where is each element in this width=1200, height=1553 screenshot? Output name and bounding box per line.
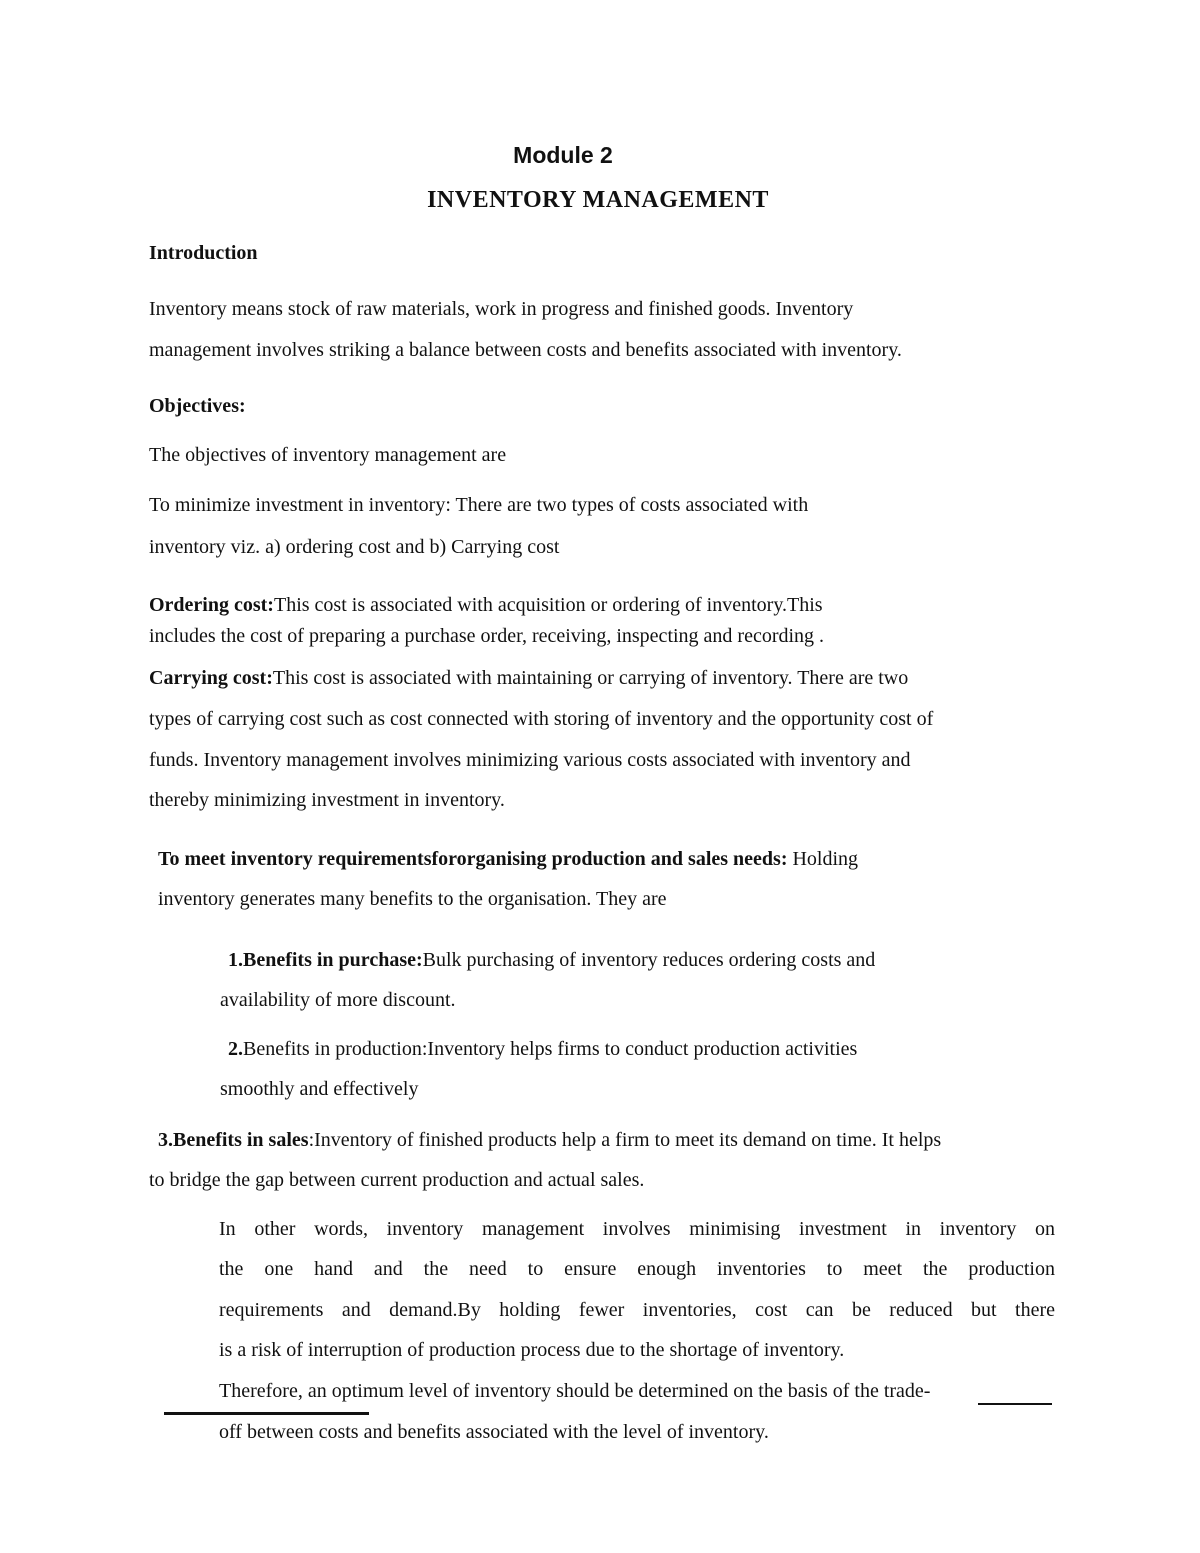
horizontal-rule-left bbox=[164, 1412, 369, 1415]
benefit-production-line-2: smoothly and effectively bbox=[220, 1078, 419, 1100]
requirements-label: To meet inventory requirementsfororganising production and sales needs: bbox=[158, 848, 788, 870]
carrying-cost-line-4: thereby minimizing investment in inventory. bbox=[149, 789, 505, 811]
benefit-purchase-line-2: availability of more discount. bbox=[220, 989, 456, 1011]
intro-line-2: management involves striking a balance between costs and benefits associated with inventory. bbox=[149, 339, 902, 361]
minimize-line-2: inventory viz. a) ordering cost and b) Carrying cost bbox=[149, 536, 560, 558]
benefit-production-text: Benefits in production:Inventory helps firms to conduct production activities bbox=[243, 1038, 858, 1060]
requirements-text: Holding bbox=[787, 848, 859, 870]
conclusion-line-3: requirements and demand.By holding fewer inventories, cost can be reduced but there bbox=[219, 1299, 1055, 1321]
carrying-cost-label: Carrying cost: bbox=[149, 667, 273, 689]
module-heading: Module 2 bbox=[513, 142, 613, 168]
benefit-production-number: 2. bbox=[228, 1038, 243, 1060]
benefit-sales-line-2: to bridge the gap between current production and actual sales. bbox=[149, 1169, 645, 1191]
requirements-line-2: inventory generates many benefits to the organisation. They are bbox=[158, 888, 667, 910]
requirements-line-1 bbox=[158, 846, 858, 872]
underline-trade bbox=[978, 1403, 1052, 1405]
conclusion-line-4: is a risk of interruption of production process due to the shortage of inventory. bbox=[219, 1339, 845, 1361]
minimize-line-1: To minimize investment in inventory: There are two types of costs associated with bbox=[149, 494, 809, 516]
conclusion-line-1: In other words, inventory management involves minimising investment in inventory on bbox=[219, 1218, 1055, 1240]
carrying-cost-line-2: types of carrying cost such as cost connected with storing of inventory and the opportunity cost of bbox=[149, 708, 934, 730]
conclusion-last: off between costs and benefits associated with the level of inventory. bbox=[219, 1421, 769, 1443]
benefit-purchase-label: 1.Benefits in purchase: bbox=[228, 949, 423, 971]
benefit-sales-text: :Inventory of finished products help a firm to meet its demand on time. It helps bbox=[308, 1129, 942, 1151]
introduction-heading: Introduction bbox=[149, 242, 258, 264]
intro-line-1: Inventory means stock of raw materials, work in progress and finished goods. Inventory bbox=[149, 298, 854, 320]
carrying-cost-line-1 bbox=[149, 665, 908, 691]
conclusion-therefore: Therefore, an optimum level of inventory should be determined on the basis of the trade- bbox=[219, 1380, 931, 1402]
benefit-sales-label: 3.Benefits in sales bbox=[158, 1129, 309, 1151]
ordering-cost-line-1 bbox=[149, 592, 823, 618]
benefit-purchase-text: Bulk purchasing of inventory reduces ordering costs and bbox=[422, 949, 876, 971]
carrying-cost-line-3: funds. Inventory management involves minimizing various costs associated with inventory and bbox=[149, 749, 911, 771]
benefit-purchase-line-1 bbox=[228, 947, 875, 973]
objectives-heading: Objectives: bbox=[149, 395, 246, 417]
ordering-cost-label: Ordering cost: bbox=[149, 594, 274, 616]
ordering-cost-line-2: includes the cost of preparing a purchase order, receiving, inspecting and recording . bbox=[149, 625, 825, 647]
carrying-cost-text: This cost is associated with maintaining or carrying of inventory. There are two bbox=[272, 667, 909, 689]
page-title: INVENTORY MANAGEMENT bbox=[427, 187, 769, 213]
benefit-sales-line-1 bbox=[158, 1127, 941, 1153]
ordering-cost-text: This cost is associated with acquisition or ordering of inventory.This bbox=[273, 594, 823, 616]
objectives-lead: The objectives of inventory management are bbox=[149, 444, 507, 466]
conclusion-line-2: the one hand and the need to ensure enough inventories to meet the production bbox=[219, 1258, 1055, 1280]
benefit-production-line-1 bbox=[228, 1036, 857, 1062]
